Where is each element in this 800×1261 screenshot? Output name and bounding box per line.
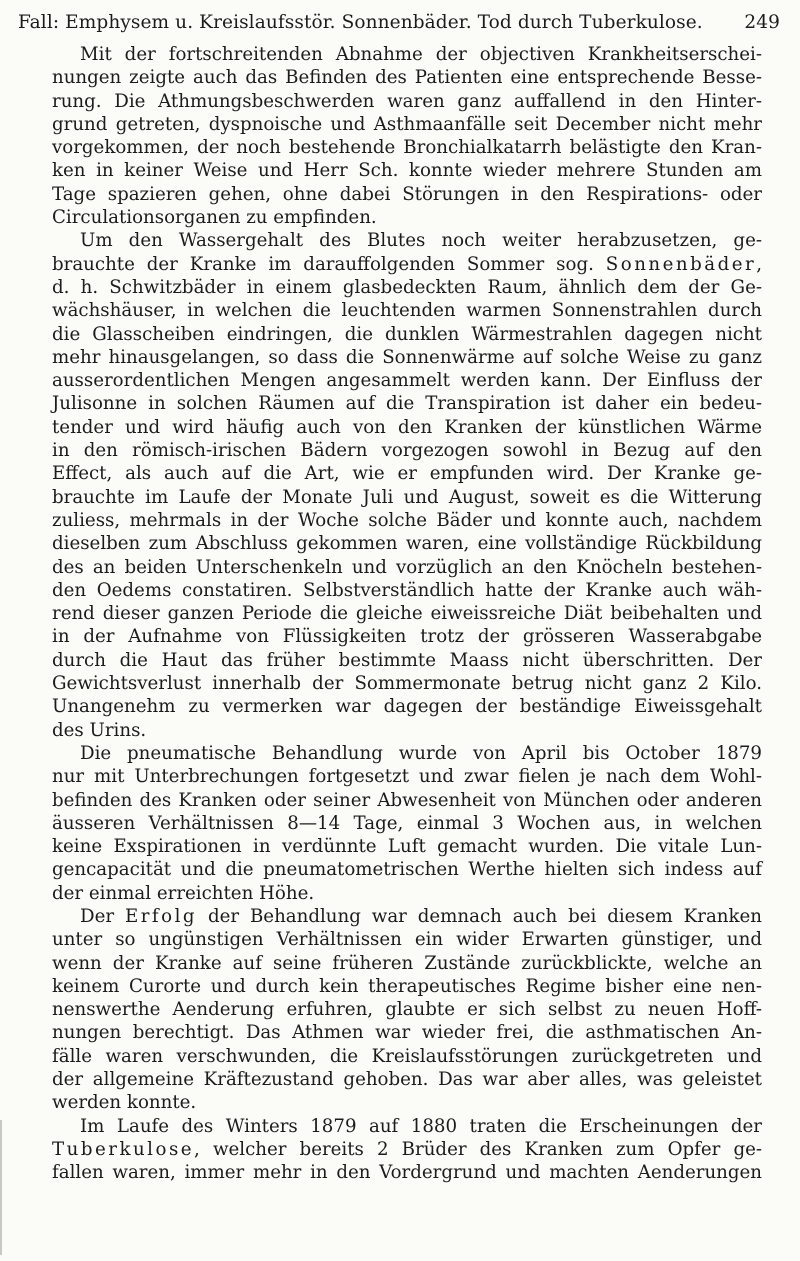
text-line: unter so ungünstigen Verhältnissen ein wider Erwarten günstiger, und (52, 929, 762, 951)
running-head-title: Fall: Emphysem u. Kreislaufsstör. Sonnenbäder. Tod durch Tuberkulose. (18, 12, 703, 33)
text-line: zuliess, mehrmals in der Woche solche Bäder und konnte auch, nachdem (52, 509, 762, 531)
text-line: Um den Wassergehalt des Blutes noch weiter herabzusetzen, ge- (80, 230, 762, 252)
text-line: in den römisch-irischen Bädern vorgezogen sowohl in Bezug auf den (52, 440, 762, 462)
text-line: die Glasscheiben eindringen, die dunklen Wärmestrahlen dagegen nicht (52, 323, 762, 345)
text-line: brauchte im Laufe der Monate Juli und August, soweit es die Witterung (52, 486, 762, 508)
text-line: werden konnte. (52, 1092, 197, 1114)
text-line: Effect, als auch auf die Art, wie er empfunden wird. Der Kranke ge- (52, 463, 762, 485)
text-line: fälle waren verschwunden, die Kreislaufsstörungen zurückgetreten und (52, 1045, 762, 1067)
running-head (18, 6, 780, 40)
text-line: wenn der Kranke auf seine früheren Zustände zurückblickte, welche an (52, 952, 762, 974)
text-line: mehr hinausgelangen, so dass die Sonnenwärme auf solche Weise zu ganz (52, 346, 762, 368)
text-line: keinem Curorte und durch kein therapeutisches Regime bisher eine nen- (52, 975, 762, 997)
text-line: ken in keiner Weise und Herr Sch. konnte wieder mehrere Stunden am (52, 160, 762, 182)
emphasized-word: Tuberkulose (52, 1138, 195, 1160)
text-line: der einmal erreichten Höhe. (52, 882, 315, 904)
text-line: befinden des Kranken oder seiner Abwesenheit von München oder anderen (52, 789, 762, 811)
text-line: brauchte der Kranke im darauffolgenden Sommer sog. Sonnenbäder, (52, 253, 762, 275)
page-edge-shadow (0, 1120, 2, 1255)
page-number: 249 (744, 12, 780, 33)
text-line: tender und wird häufig auch von den Kranken der künstlichen Wärme (52, 416, 762, 438)
body-text (52, 43, 762, 1185)
text-line: äusseren Verhältnissen 8—14 Tage, einmal 3 Wochen aus, in welchen (52, 812, 762, 834)
text-line: Circulationsorganen zu empfinden. (52, 207, 377, 229)
text-line: Unangenehm zu vermerken war dagegen der beständige Eiweissgehalt (52, 696, 762, 718)
text-line: wächshäuser, in welchen die leuchtenden warmen Sonnenstrahlen durch (52, 300, 762, 322)
text-line: der allgemeine Kräftezustand gehoben. Das war aber alles, was geleistet (52, 1069, 762, 1091)
text-line: Die pneumatische Behandlung wurde von April bis October 1879 (80, 742, 762, 764)
text-line: Im Laufe des Winters 1879 auf 1880 traten die Erscheinungen der (80, 1115, 762, 1137)
text-line: grund getreten, dyspnoische und Asthmaanfälle seit December nicht mehr (52, 113, 762, 135)
text-line: Mit der fortschreitenden Abnahme der objectiven Krankheitserschei- (80, 44, 762, 65)
text-line: rend dieser ganzen Periode die gleiche eiweissreiche Diät beibehalten und (52, 603, 762, 625)
text-line: Julisonne in solchen Räumen auf die Transpiration ist daher ein bedeu- (52, 393, 762, 415)
text-line: Der Erfolg der Behandlung war demnach auch bei diesem Kranken (80, 905, 762, 927)
text-line: nenswerthe Aenderung erfuhren, glaubte er sich selbst zu neuen Hoff- (52, 999, 762, 1021)
emphasized-word: Sonnenbäder (605, 253, 757, 275)
text-line: vorgekommen, der noch bestehende Bronchialkatarrh belästigte den Kran- (52, 137, 762, 159)
text-line: Tuberkulose, welcher bereits 2 Brüder des Kranken zum Opfer ge- (52, 1138, 762, 1160)
text-line: in der Aufnahme von Flüssigkeiten trotz der grösseren Wasserabgabe (52, 626, 762, 648)
text-line: d. h. Schwitzbäder in einem glasbedeckten Raum, ähnlich dem der Ge- (52, 276, 762, 298)
text-line: ausserordentlichen Mengen angesammelt werden kann. Der Einfluss der (52, 370, 762, 392)
text-line: nungen zeigte auch das Befinden des Patienten eine entsprechende Besse- (52, 67, 762, 89)
text-line: Gewichtsverlust innerhalb der Sommermonate betrug nicht ganz 2 Kilo. (52, 673, 762, 695)
text-line: Tage spazieren gehen, ohne dabei Störungen in den Respirations- oder (52, 183, 762, 205)
emphasized-word: Erfolg (124, 905, 198, 927)
text-line: den Oedems constatiren. Selbstverständlich hatte der Kranke auch wäh- (52, 579, 762, 601)
text-line: des Urins. (52, 719, 147, 741)
text-line: nur mit Unterbrechungen fortgesetzt und zwar fielen je nach dem Wohl- (52, 766, 762, 788)
text-line: fallen waren, immer mehr in den Vordergrund und machten Aenderungen (52, 1162, 762, 1184)
text-line: des an beiden Unterschenkeln und vorzüglich an den Knöcheln bestehen- (52, 556, 762, 578)
text-line: rung. Die Athmungsbeschwerden waren ganz auffallend in den Hinter- (52, 90, 762, 112)
text-line: nungen berechtigt. Das Athmen war wieder frei, die asthmatischen An- (52, 1022, 762, 1044)
text-line: keine Exspirationen in verdünnte Luft gemacht wurden. Die vitale Lun- (52, 836, 762, 858)
text-line: gencapacität und die pneumatometrischen Werthe hielten sich indess auf (52, 859, 762, 881)
text-line: durch die Haut das früher bestimmte Maass nicht überschritten. Der (52, 649, 762, 671)
text-line: dieselben zum Abschluss gekommen waren, eine vollständige Rückbildung (52, 533, 762, 555)
